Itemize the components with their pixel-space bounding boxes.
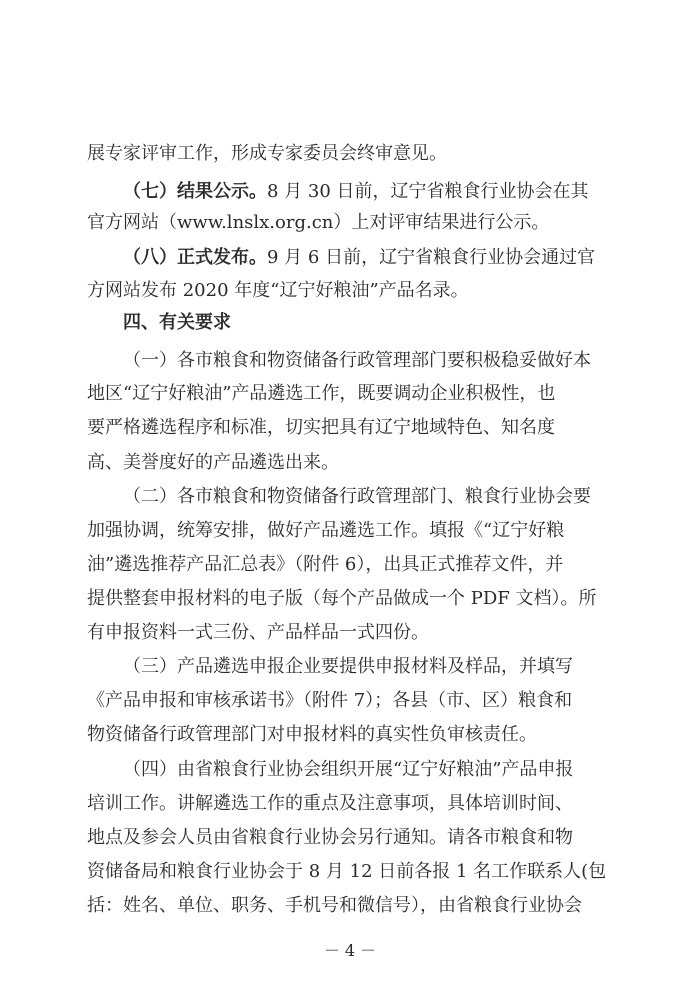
paragraph-line-formal-release: （八）正式发布。9 月 6 日前，辽宁省粮食行业协会通过官 <box>123 247 596 268</box>
paragraph-line: 要严格遴选程序和标准，切实把具有辽宁地域特色、知名度 <box>87 417 555 438</box>
paragraph-line: 展专家评审工作，形成专家委员会终审意见。 <box>87 143 447 164</box>
paragraph-line: 加强协调，统筹安排，做好产品遴选工作。填报《“辽宁好粮 <box>87 520 565 541</box>
paragraph-line: （三）产品遴选申报企业要提供申报材料及样品，并填写 <box>123 656 573 677</box>
section-lead: （七）结果公示。 <box>123 181 267 202</box>
paragraph-line: 地区“辽宁好粮油”产品遴选工作，既要调动企业积极性，也 <box>87 383 556 404</box>
paragraph-line: 《产品申报和审核承诺书》（附件 7）；各县（市、区）粮食和 <box>87 690 573 711</box>
paragraph-line: 有申报资料一式三份、产品样品一式四份。 <box>87 622 429 643</box>
section-lead: （八）正式发布。 <box>123 247 267 268</box>
paragraph-line: 官方网站（www.lnslx.org.cn）上对评审结果进行公示。 <box>87 212 550 233</box>
paragraph-line-result-announcement: （七）结果公示。8 月 30 日前，辽宁省粮食行业协会在其 <box>123 181 589 202</box>
paragraph-line: 培训工作。讲解遴选工作的重点及注意事项，具体培训时间、 <box>87 793 573 814</box>
paragraph-line: 高、美誉度好的产品遴选出来。 <box>87 452 339 473</box>
paragraph-line: 油”遴选推荐产品汇总表》（附件 6），出具正式推荐文件，并 <box>87 554 564 575</box>
paragraph-line: （四）由省粮食行业协会组织开展“辽宁好粮油”产品申报 <box>123 759 574 780</box>
paragraph-line: 地点及参会人员由省粮食行业协会另行通知。请各市粮食和物 <box>87 827 573 848</box>
page-number: － 4 － <box>323 941 377 960</box>
paragraph-line: （二）各市粮食和物资储备行政管理部门、粮食行业协会要 <box>123 486 591 507</box>
paragraph-line: 括：姓名、单位、职务、手机号和微信号），由省粮食行业协会 <box>87 895 582 916</box>
section-heading: 四、有关要求 <box>123 312 231 333</box>
paragraph-line: 资储备局和粮食行业协会于 8 月 12 日前各报 1 名工作联系人(包 <box>87 861 607 882</box>
paragraph-line: 方网站发布 2020 年度“辽宁好粮油”产品名录。 <box>87 280 469 301</box>
paragraph-line: 提供整套申报材料的电子版（每个产品做成一个 PDF 文档）。所 <box>87 588 597 609</box>
paragraph-line: （一）各市粮食和物资储备行政管理部门要积极稳妥做好本 <box>123 350 591 371</box>
paragraph-line: 物资储备行政管理部门对申报材料的真实性负审核责任。 <box>87 724 537 745</box>
